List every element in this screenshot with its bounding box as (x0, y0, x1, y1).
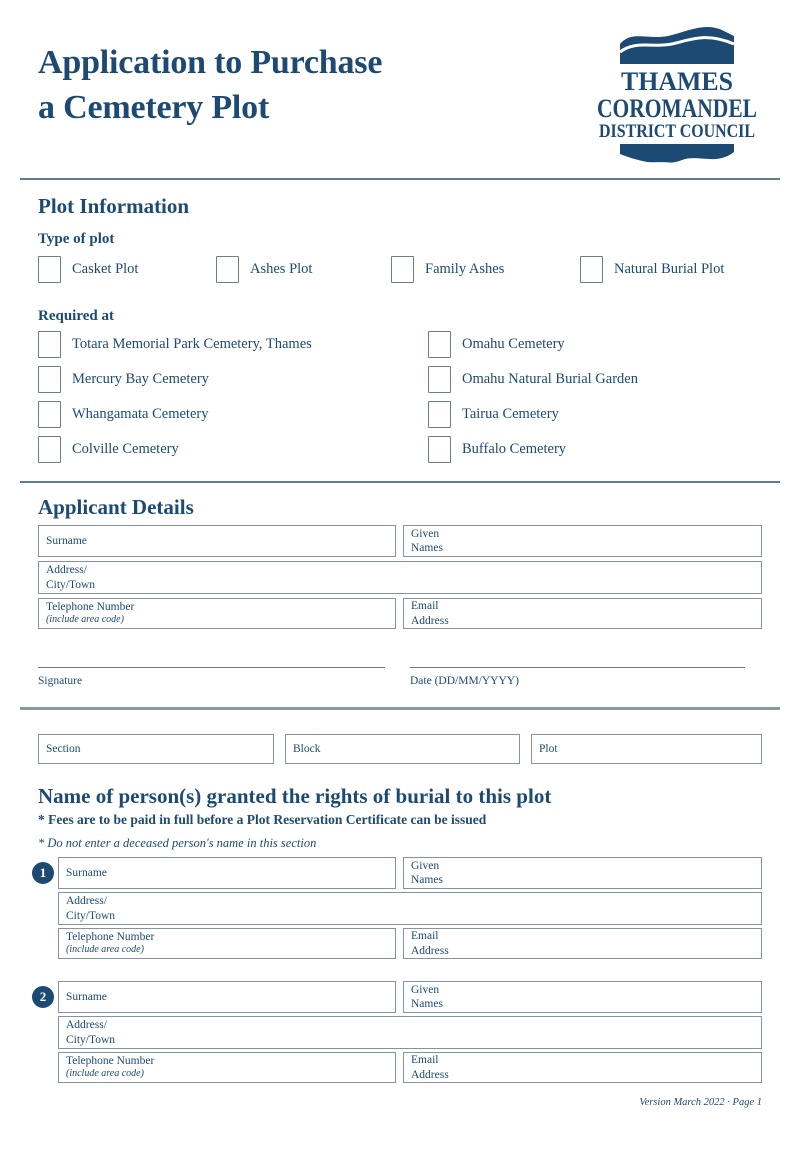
checkbox-label: Ashes Plot (250, 261, 313, 277)
field-label: Email Address (411, 930, 449, 957)
date-line[interactable] (410, 667, 745, 668)
rights-heading: Name of person(s) granted the rights of burial to this plot (38, 784, 552, 808)
header (38, 20, 762, 170)
applicant-address-row (38, 561, 762, 594)
version-footer: Version March 2022 · Page 1 (639, 1097, 762, 1108)
cemetery-whangamata[interactable] (38, 401, 428, 428)
person-2-surname-field[interactable] (58, 981, 396, 1013)
plot-field[interactable] (531, 734, 762, 764)
signature-line[interactable] (38, 667, 385, 668)
person-2-email-field[interactable] (403, 1052, 762, 1083)
field-label: Surname (66, 990, 107, 1003)
person-2-contact-row (58, 1052, 762, 1083)
field-label: Block (293, 742, 321, 755)
cemetery-tairua[interactable] (428, 401, 762, 428)
required-at-label: Required at (38, 308, 114, 324)
person-1-given-names-field[interactable] (403, 857, 762, 889)
logo-bottom-wave (620, 144, 734, 163)
checkbox-totara-cemetery[interactable] (38, 331, 61, 358)
person-1-block (39, 857, 762, 959)
person-2-address-field[interactable] (58, 1016, 762, 1049)
logo-text-district-council: DISTRICT COUNCIL (599, 121, 755, 142)
logo-text-coromandel: COROMANDEL (597, 94, 757, 123)
application-form-page (0, 20, 800, 1150)
field-label: Email Address (411, 1054, 449, 1081)
cemetery-mercury-bay[interactable] (38, 366, 428, 393)
field-label: Plot (539, 742, 558, 755)
checkbox-label: Omahu Natural Burial Garden (462, 371, 638, 387)
checkbox-label: Casket Plot (72, 261, 139, 277)
cemetery-buffalo[interactable] (428, 436, 762, 463)
field-label: Surname (66, 866, 107, 879)
checkbox-casket-plot[interactable] (38, 256, 61, 283)
field-label: Address/ City/Town (46, 564, 96, 591)
field-label: Telephone Number (include area code) (66, 1055, 155, 1080)
field-label: Given Names (411, 527, 443, 554)
checkbox-omahu-natural-burial-garden[interactable] (428, 366, 451, 393)
applicant-details-heading: Applicant Details (38, 495, 194, 519)
checkbox-label: Natural Burial Plot (614, 261, 725, 277)
person-1-telephone-field[interactable] (58, 928, 396, 959)
person-2-address-row (58, 1016, 762, 1049)
checkbox-omahu-cemetery[interactable] (428, 331, 451, 358)
checkbox-label: Mercury Bay Cemetery (72, 371, 209, 387)
field-label: Telephone Number (include area code) (66, 931, 155, 956)
checkbox-label: Omahu Cemetery (462, 336, 565, 352)
checkbox-mercury-bay-cemetery[interactable] (38, 366, 61, 393)
plot-type-casket[interactable] (38, 256, 138, 283)
cemetery-omahu[interactable] (428, 331, 762, 358)
applicant-name-row (38, 525, 762, 557)
date-label: Date (DD/MM/YYYY) (410, 675, 519, 687)
section-field[interactable] (38, 734, 274, 764)
checkbox-natural-burial-plot[interactable] (580, 256, 603, 283)
plot-type-ashes[interactable] (216, 256, 312, 283)
applicant-given-names-field[interactable] (403, 525, 762, 557)
checkbox-label: Totara Memorial Park Cemetery, Thames (72, 336, 312, 352)
field-label: Surname (46, 534, 87, 547)
plot-type-family-ashes[interactable] (391, 256, 504, 283)
field-label: Given Names (411, 983, 443, 1010)
plot-type-natural-burial[interactable] (580, 256, 724, 283)
checkbox-ashes-plot[interactable] (216, 256, 239, 283)
person-2-given-names-field[interactable] (403, 981, 762, 1013)
applicant-surname-field[interactable] (38, 525, 396, 557)
field-label: Address/ City/Town (66, 895, 116, 922)
signature-block (38, 667, 385, 687)
person-1-address-row (58, 892, 762, 925)
checkbox-label: Family Ashes (425, 261, 505, 277)
page-title (38, 40, 382, 130)
applicant-contact-row (38, 598, 762, 629)
person-1-name-row (58, 857, 762, 889)
person-2-telephone-field[interactable] (58, 1052, 396, 1083)
cemetery-options (38, 331, 762, 463)
logo-text-thames: THAMES (621, 67, 733, 96)
applicant-email-field[interactable] (403, 598, 762, 629)
cemetery-totara[interactable] (38, 331, 428, 358)
header-divider (20, 178, 780, 180)
field-label: Address/ City/Town (66, 1019, 116, 1046)
checkbox-family-ashes[interactable] (391, 256, 414, 283)
plot-information-heading: Plot Information (38, 194, 190, 218)
checkbox-label: Whangamata Cemetery (72, 406, 209, 422)
person-1-badge: 1 (32, 862, 54, 884)
person-2-badge: 2 (32, 986, 54, 1008)
field-label: Telephone Number (include area code) (46, 601, 135, 626)
signature-row (38, 667, 762, 687)
cemetery-omahu-natural[interactable] (428, 366, 762, 393)
checkbox-label: Colville Cemetery (72, 441, 179, 457)
applicant-telephone-field[interactable] (38, 598, 396, 629)
person-2-block (39, 981, 762, 1083)
fees-note: * Fees are to be paid in full before a Plot Reservation Certificate can be issued (38, 812, 487, 827)
person-1-address-field[interactable] (58, 892, 762, 925)
field-label: Given Names (411, 859, 443, 886)
field-label: Email Address (411, 600, 449, 627)
date-block (410, 667, 745, 687)
block-field[interactable] (285, 734, 520, 764)
person-1-surname-field[interactable] (58, 857, 396, 889)
page-title-line2: a Cemetery Plot (38, 89, 270, 126)
checkbox-buffalo-cemetery[interactable] (428, 436, 451, 463)
section-divider (20, 481, 780, 483)
page-title-line1: Application to Purchase (38, 44, 383, 81)
checkbox-label: Tairua Cemetery (462, 406, 559, 422)
type-of-plot-label: Type of plot (38, 231, 115, 247)
checkbox-label: Buffalo Cemetery (462, 441, 567, 457)
cemetery-colville[interactable] (38, 436, 428, 463)
person-1-contact-row (58, 928, 762, 959)
council-logo (592, 20, 762, 170)
field-label: Section (46, 742, 81, 755)
plot-type-options (38, 256, 762, 286)
checkbox-colville-cemetery[interactable] (38, 436, 61, 463)
person-1-email-field[interactable] (403, 928, 762, 959)
checkbox-tairua-cemetery[interactable] (428, 401, 451, 428)
checkbox-whangamata-cemetery[interactable] (38, 401, 61, 428)
person-2-name-row (58, 981, 762, 1013)
deceased-note: * Do not enter a deceased person's name in this section (38, 836, 317, 850)
applicant-address-field[interactable] (38, 561, 762, 594)
thick-divider (20, 707, 780, 710)
signature-label: Signature (38, 675, 83, 687)
plot-location-row (38, 734, 762, 764)
